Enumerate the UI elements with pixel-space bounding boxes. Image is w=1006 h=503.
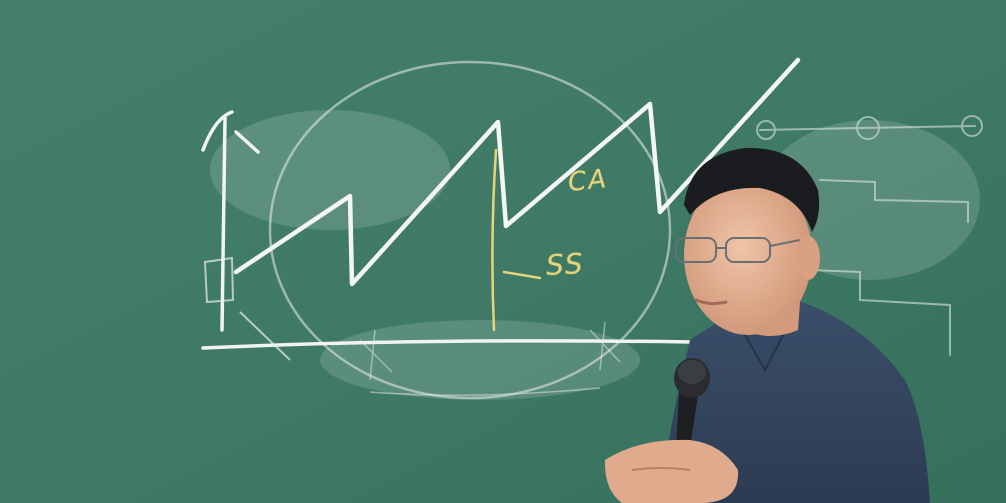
presenter-ear <box>796 236 820 280</box>
chalk-label-ca: CA <box>566 163 610 199</box>
chalk-label-ss: SS <box>545 247 586 282</box>
